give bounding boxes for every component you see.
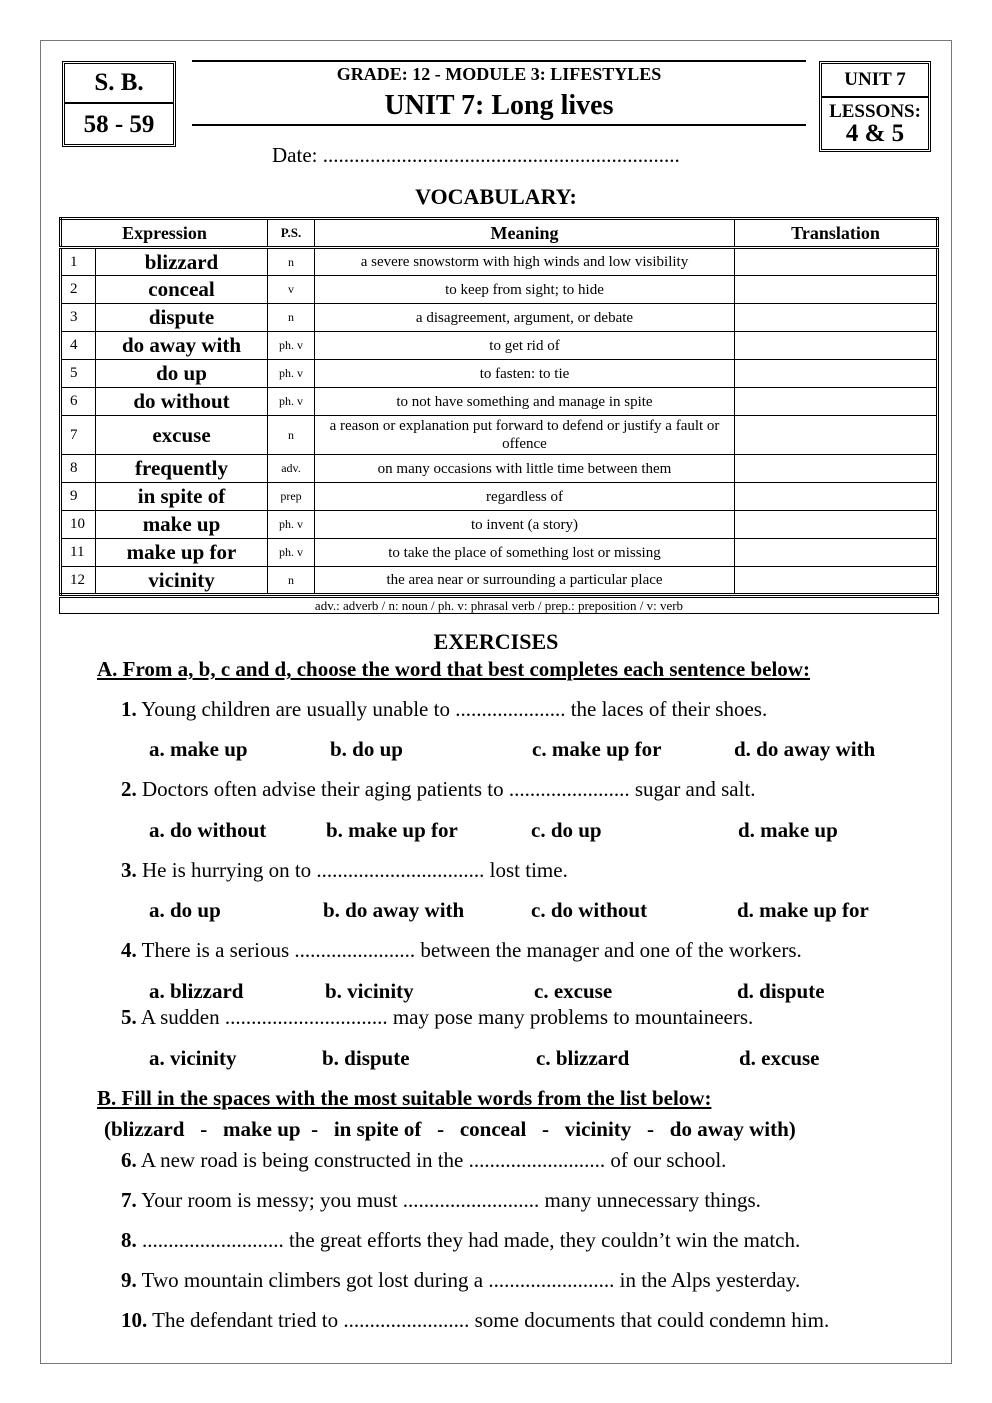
option-d: d. make up for — [737, 898, 869, 922]
question-9 — [121, 1268, 800, 1293]
sb-label: S. B. — [65, 64, 173, 104]
col-header-meaning: Meaning — [315, 219, 735, 248]
row-translation — [735, 539, 938, 567]
row-meaning: to get rid of — [315, 332, 735, 360]
row-meaning: regardless of — [315, 483, 735, 511]
row-number: 4 — [61, 332, 96, 360]
table-row — [61, 567, 938, 595]
question-number: 6. — [121, 1148, 137, 1172]
table-row — [61, 304, 938, 332]
row-ps: ph. v — [268, 539, 315, 567]
row-ps: ph. v — [268, 360, 315, 388]
question-1 — [121, 697, 767, 722]
row-translation — [735, 416, 938, 455]
question-number: 8. — [121, 1228, 137, 1252]
question-number: 1. — [121, 697, 137, 721]
row-meaning: a severe snowstorm with high winds and low visibility — [315, 248, 735, 276]
option-a: a. do without — [149, 818, 267, 842]
sb-pages: 58 - 59 — [83, 111, 155, 138]
question-number: 9. — [121, 1268, 137, 1292]
lessons-value: 4 & 5 — [845, 120, 905, 147]
option-c: c. excuse — [534, 979, 613, 1003]
row-translation — [735, 567, 938, 595]
row-number: 5 — [61, 360, 96, 388]
col-header-ps: P.S. — [268, 219, 315, 248]
option-a: a. blizzard — [149, 979, 244, 1003]
row-meaning: the area near or surrounding a particular place — [315, 567, 735, 595]
unit-lessons-box — [819, 61, 931, 152]
question-number: 2. — [121, 777, 137, 801]
question-text: Two mountain climbers got lost during a ........................ in the Alps yesterday. — [136, 1268, 801, 1292]
row-ps: prep — [268, 483, 315, 511]
row-expression: excuse — [96, 416, 268, 455]
row-meaning: on many occasions with little time between them — [315, 455, 735, 483]
row-number: 3 — [61, 304, 96, 332]
word-list: (blizzard - make up - in spite of - conceal - vicinity - do away with) — [104, 1117, 796, 1141]
row-number: 11 — [61, 539, 96, 567]
table-row — [61, 332, 938, 360]
question-4 — [121, 938, 802, 963]
unit-title: UNIT 7: Long lives — [384, 90, 614, 121]
question-10 — [121, 1308, 829, 1333]
abbreviation-legend: adv.: adverb / n: noun / ph. v: phrasal verb / prep.: preposition / v: verb — [59, 597, 939, 614]
row-number: 7 — [61, 416, 96, 455]
row-translation — [735, 455, 938, 483]
table-row — [61, 388, 938, 416]
question-number: 5. — [121, 1005, 137, 1029]
question-text: The defendant tried to ........................ some documents that could condemn him. — [147, 1308, 830, 1332]
date-line: Date: .................................................................... — [272, 143, 680, 167]
section-b-title: B. Fill in the spaces with the most suitable words from the list below: — [97, 1086, 712, 1110]
unit-label: UNIT 7 — [844, 69, 906, 90]
question-3 — [121, 858, 568, 883]
lessons-label: LESSONS: — [822, 96, 928, 122]
question-number: 10. — [121, 1308, 148, 1332]
question-text: Young children are usually unable to ..................... the laces of their shoes. — [136, 697, 768, 721]
row-meaning: to take the place of something lost or missing — [315, 539, 735, 567]
question-text: A sudden ............................... may pose many problems to mountaineers. — [136, 1005, 754, 1029]
option-d: d. dispute — [737, 979, 825, 1003]
row-expression: vicinity — [96, 567, 268, 595]
vocabulary-table — [59, 217, 939, 596]
row-number: 1 — [61, 248, 96, 276]
row-translation — [735, 248, 938, 276]
row-ps: ph. v — [268, 332, 315, 360]
row-number: 9 — [61, 483, 96, 511]
option-c: c. do without — [531, 898, 648, 922]
question-text: Your room is messy; you must .......................... many unnecessary things. — [136, 1188, 761, 1212]
row-expression: do up — [96, 360, 268, 388]
row-number: 6 — [61, 388, 96, 416]
row-expression: conceal — [96, 276, 268, 304]
question-number: 4. — [121, 938, 137, 962]
row-expression: make up — [96, 511, 268, 539]
option-a: a. make up — [149, 737, 248, 761]
row-ps: n — [268, 304, 315, 332]
question-text: There is a serious ....................... between the manager and one of the workers. — [136, 938, 802, 962]
table-row — [61, 276, 938, 304]
question-number: 3. — [121, 858, 137, 882]
grade-module: GRADE: 12 - MODULE 3: LIFESTYLES — [336, 64, 662, 84]
table-header-row — [61, 219, 938, 248]
row-expression: in spite of — [96, 483, 268, 511]
row-translation — [735, 304, 938, 332]
option-b: b. vicinity — [325, 979, 414, 1003]
row-expression: do away with — [96, 332, 268, 360]
row-ps: adv. — [268, 455, 315, 483]
option-b: b. do up — [330, 737, 403, 761]
student-book-box — [62, 61, 176, 147]
question-2 — [121, 777, 756, 802]
row-ps: n — [268, 248, 315, 276]
row-meaning: to keep from sight; to hide — [315, 276, 735, 304]
row-number: 8 — [61, 455, 96, 483]
option-d: d. excuse — [739, 1046, 820, 1070]
row-translation — [735, 483, 938, 511]
question-6 — [121, 1148, 726, 1173]
table-row — [61, 483, 938, 511]
row-meaning: to invent (a story) — [315, 511, 735, 539]
option-a: a. do up — [149, 898, 221, 922]
option-b: b. do away with — [323, 898, 465, 922]
question-text: He is hurrying on to ................................ lost time. — [136, 858, 568, 882]
row-number: 10 — [61, 511, 96, 539]
table-row — [61, 539, 938, 567]
exercises-title: EXERCISES — [433, 629, 559, 654]
row-translation — [735, 511, 938, 539]
col-header-expression: Expression — [61, 219, 268, 248]
row-translation — [735, 332, 938, 360]
section-a-title: A. From a, b, c and d, choose the word that best completes each sentence below: — [97, 657, 810, 681]
header-rule-top — [192, 60, 806, 62]
row-translation — [735, 388, 938, 416]
question-8 — [121, 1228, 800, 1253]
row-meaning: a disagreement, argument, or debate — [315, 304, 735, 332]
table-row — [61, 416, 938, 455]
vocabulary-title: VOCABULARY: — [415, 184, 577, 209]
row-translation — [735, 360, 938, 388]
row-ps: ph. v — [268, 511, 315, 539]
option-a: a. vicinity — [149, 1046, 237, 1070]
question-text: Doctors often advise their aging patients to ....................... sugar and salt. — [136, 777, 756, 801]
question-text: A new road is being constructed in the .......................... of our school. — [136, 1148, 727, 1172]
row-ps: v — [268, 276, 315, 304]
option-d: d. do away with — [734, 737, 876, 761]
row-expression: dispute — [96, 304, 268, 332]
table-row — [61, 455, 938, 483]
table-row — [61, 248, 938, 276]
row-expression: make up for — [96, 539, 268, 567]
row-meaning: to not have something and manage in spite — [315, 388, 735, 416]
row-meaning: to fasten: to tie — [315, 360, 735, 388]
row-translation — [735, 276, 938, 304]
option-c: c. make up for — [532, 737, 662, 761]
row-expression: frequently — [96, 455, 268, 483]
question-5 — [121, 1005, 753, 1030]
row-number: 12 — [61, 567, 96, 595]
row-ps: ph. v — [268, 388, 315, 416]
option-d: d. make up — [738, 818, 838, 842]
option-b: b. make up for — [326, 818, 458, 842]
header-rule-bottom — [192, 124, 806, 126]
row-expression: blizzard — [96, 248, 268, 276]
row-ps: n — [268, 416, 315, 455]
question-7 — [121, 1188, 761, 1213]
table-row — [61, 511, 938, 539]
col-header-translation: Translation — [735, 219, 938, 248]
row-number: 2 — [61, 276, 96, 304]
option-c: c. do up — [531, 818, 602, 842]
row-meaning: a reason or explanation put forward to defend or justify a fault or offence — [315, 416, 735, 455]
question-text: ........................... the great efforts they had made, they couldn’t win the match. — [136, 1228, 801, 1252]
option-b: b. dispute — [322, 1046, 410, 1070]
question-number: 7. — [121, 1188, 137, 1212]
row-ps: n — [268, 567, 315, 595]
table-row — [61, 360, 938, 388]
row-expression: do without — [96, 388, 268, 416]
option-c: c. blizzard — [536, 1046, 630, 1070]
